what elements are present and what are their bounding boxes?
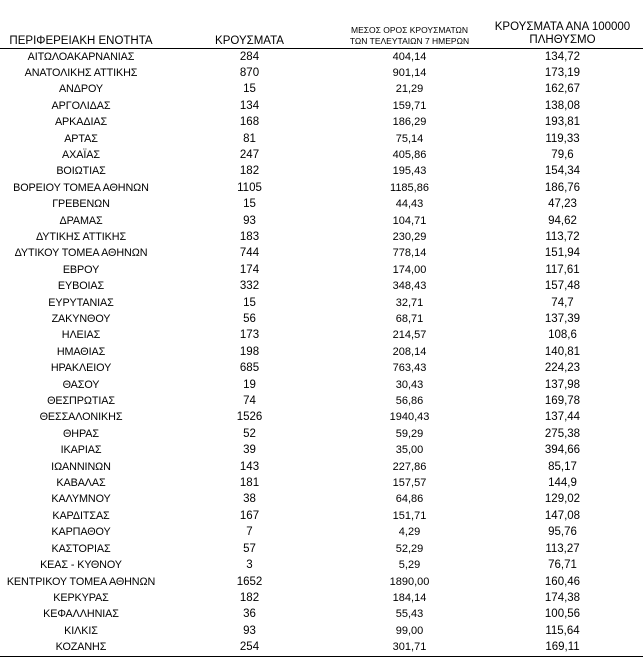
cell-mean7: 32,71 xyxy=(395,296,424,309)
cell-mean7: 195,43 xyxy=(392,165,427,178)
cell-mean7: 99,00 xyxy=(395,624,424,637)
cell-region: ΚΙΛΚΙΣ xyxy=(64,624,98,637)
cell-mean7: 104,71 xyxy=(392,214,427,227)
cell-region: ΕΒΡΟΥ xyxy=(62,263,100,276)
table-row xyxy=(0,114,643,130)
cell-per100k: 174,38 xyxy=(544,591,581,604)
cell-per100k: 108,6 xyxy=(548,329,577,342)
cell-region: ΚΑΒΑΛΑΣ xyxy=(56,477,106,490)
cell-per100k: 169,78 xyxy=(544,395,581,408)
cell-region: ΔΥΤΙΚΗΣ ΑΤΤΙΚΗΣ xyxy=(35,230,127,243)
table-row xyxy=(0,606,643,622)
cell-mean7: 184,14 xyxy=(392,591,427,604)
cell-per100k: 74,7 xyxy=(551,296,574,309)
cell-cases: 15 xyxy=(243,83,256,96)
cell-region: ΚΕΦΑΛΛΗΝΙΑΣ xyxy=(43,608,119,621)
table-row xyxy=(0,377,643,393)
cell-per100k: 100,56 xyxy=(544,608,581,621)
cell-per100k: 173,19 xyxy=(544,66,581,79)
cell-mean7: 1890,00 xyxy=(389,575,430,588)
cell-region: ΑΡΚΑΔΙΑΣ xyxy=(54,116,108,129)
cell-cases: 1105 xyxy=(237,181,262,194)
cell-per100k: 137,44 xyxy=(544,411,581,424)
cell-cases: 685 xyxy=(239,362,260,375)
cell-region: ΚΑΣΤΟΡΙΑΣ xyxy=(51,542,111,555)
cell-cases: 38 xyxy=(243,493,256,506)
table-row xyxy=(0,557,643,573)
header-row xyxy=(0,14,643,48)
table-row xyxy=(0,48,643,65)
cell-mean7: 64,86 xyxy=(395,493,424,506)
cell-per100k: 157,48 xyxy=(544,280,581,293)
cell-region: ΑΙΤΩΛΟΑΚΑΡΝΑΝΙΑΣ xyxy=(27,50,135,63)
cell-cases: 15 xyxy=(243,198,256,211)
cell-mean7: 404,14 xyxy=(392,50,427,63)
cell-mean7: 68,71 xyxy=(395,313,424,325)
cases-table xyxy=(0,14,643,657)
cell-region: ΚΑΛΥΜΝΟΥ xyxy=(51,493,111,506)
table-row xyxy=(0,262,643,278)
cell-region: ΙΩΑΝΝΙΝΩΝ xyxy=(51,460,111,473)
cell-region: ΗΡΑΚΛΕΙΟΥ xyxy=(50,362,112,375)
table-row xyxy=(0,475,643,491)
table-row xyxy=(0,180,643,196)
cell-region: ΖΑΚΥΝΘΟΥ xyxy=(51,313,111,325)
table-row xyxy=(0,131,643,147)
cell-region: ΚΕΑΣ - ΚΥΘΝΟΥ xyxy=(40,559,122,572)
cell-region: ΚΑΡΔΙΤΣΑΣ xyxy=(52,509,110,522)
cell-mean7: 901,14 xyxy=(392,66,427,79)
table-row xyxy=(0,574,643,590)
cell-per100k: 154,34 xyxy=(544,165,581,178)
cell-region: ΘΗΡΑΣ xyxy=(63,427,99,440)
cell-region: ΘΑΣΟΥ xyxy=(62,378,100,391)
cell-mean7: 4,29 xyxy=(398,526,421,539)
cell-region: ΔΥΤΙΚΟΥ ΤΟΜΕΑ ΑΘΗΝΩΝ xyxy=(14,247,148,260)
cell-mean7: 348,43 xyxy=(392,280,427,293)
cell-cases: 254 xyxy=(162,639,337,656)
table-row xyxy=(0,360,643,376)
cell-cases: 1526 xyxy=(236,411,263,424)
header-per100k-line2: ΠΛΗΘΥΣΜΟ xyxy=(529,33,596,46)
cell-region: ΒΟΡΕΙΟΥ ΤΟΜΕΑ ΑΘΗΝΩΝ xyxy=(13,181,149,194)
cell-mean7: 405,86 xyxy=(392,148,427,161)
cell-region: ΑΧΑΪΑΣ xyxy=(62,148,100,161)
cell-per100k: 94,62 xyxy=(548,214,577,227)
cell-mean7: 44,43 xyxy=(395,198,424,211)
table-row xyxy=(0,245,643,261)
cell-cases: 174 xyxy=(239,263,260,276)
cell-cases: 39 xyxy=(243,444,256,457)
cell-cases: 36 xyxy=(243,608,256,621)
header-mean7 xyxy=(337,14,482,48)
cell-region: ΕΥΡΥΤΑΝΙΑΣ xyxy=(48,296,114,309)
header-cases: ΚΡΟΥΣΜΑΤΑ xyxy=(162,14,337,48)
table-row xyxy=(0,623,643,639)
cell-cases: 173 xyxy=(239,329,260,342)
table-row xyxy=(0,491,643,507)
cell-cases: 15 xyxy=(243,296,256,309)
cell-mean7: 186,29 xyxy=(392,116,427,129)
table-row xyxy=(0,327,643,343)
cell-mean7: 301,71 xyxy=(337,639,482,656)
table-row xyxy=(0,541,643,557)
cell-cases: 182 xyxy=(239,165,260,178)
table-row xyxy=(0,147,643,163)
table-row xyxy=(0,442,643,458)
header-per100k-line1: ΚΡΟΥΣΜΑΤΑ ΑΝΑ 100000 xyxy=(494,20,631,33)
cell-per100k: 47,23 xyxy=(548,198,577,211)
cell-cases: 870 xyxy=(239,66,260,79)
cell-region: ΘΕΣΣΑΛΟΝΙΚΗΣ xyxy=(39,411,123,424)
cell-mean7: 230,29 xyxy=(392,230,427,243)
cell-per100k: 113,72 xyxy=(545,230,580,243)
cell-cases: 182 xyxy=(239,591,260,604)
cell-cases: 7 xyxy=(246,526,253,539)
cell-mean7: 21,29 xyxy=(395,83,424,96)
cell-region: ΕΥΒΟΙΑΣ xyxy=(57,280,105,293)
cell-per100k: 137,39 xyxy=(544,313,581,325)
cell-per100k: 160,46 xyxy=(544,575,581,588)
cell-cases: 168 xyxy=(239,116,260,129)
cell-cases: 284 xyxy=(239,50,260,63)
table-row xyxy=(0,65,643,81)
cell-region: ΗΜΑΘΙΑΣ xyxy=(56,345,106,358)
header-mean7-line1: ΜΕΣΟΣ ΟΡΟΣ ΚΡΟΥΣΜΑΤΩΝ xyxy=(351,24,468,35)
table-row xyxy=(0,459,643,475)
cell-per100k: 162,67 xyxy=(544,83,581,96)
cell-cases: 81 xyxy=(243,132,256,145)
table-row xyxy=(0,229,643,245)
table-row xyxy=(0,639,643,656)
table-row xyxy=(0,590,643,606)
cell-per100k: 137,98 xyxy=(544,378,581,391)
cell-region: ΙΚΑΡΙΑΣ xyxy=(60,444,102,457)
cell-per100k: 115,64 xyxy=(545,624,580,637)
cell-per100k: 95,76 xyxy=(548,526,577,539)
cell-cases: 167 xyxy=(239,509,260,522)
cell-per100k: 151,94 xyxy=(544,247,581,260)
cell-cases: 183 xyxy=(239,230,260,243)
cell-cases: 19 xyxy=(243,378,256,391)
cell-cases: 247 xyxy=(239,148,260,161)
cell-region: ΘΕΣΠΡΩΤΙΑΣ xyxy=(47,395,115,408)
cell-per100k: 117,61 xyxy=(545,263,580,276)
cell-region: ΚΕΡΚΥΡΑΣ xyxy=(53,591,109,604)
cell-per100k: 193,81 xyxy=(544,116,581,129)
table-row xyxy=(0,311,643,327)
cell-region: ΑΡΤΑΣ xyxy=(64,132,98,145)
cell-region: ΑΡΓΟΛΙΔΑΣ xyxy=(51,99,111,112)
table-row xyxy=(0,426,643,442)
cell-per100k: 169,11 xyxy=(482,639,643,656)
cell-mean7: 174,00 xyxy=(392,263,427,276)
cell-mean7: 35,00 xyxy=(395,444,424,457)
cell-cases: 56 xyxy=(243,313,256,325)
cell-mean7: 1940,43 xyxy=(389,411,430,424)
cell-mean7: 214,57 xyxy=(392,329,427,342)
table-row xyxy=(0,295,643,311)
cell-mean7: 159,71 xyxy=(392,99,427,112)
table-body xyxy=(0,48,643,656)
cell-per100k: 275,38 xyxy=(544,427,581,440)
cell-region: ΚΕΝΤΡΙΚΟΥ ΤΟΜΕΑ ΑΘΗΝΩΝ xyxy=(6,575,156,588)
cell-cases: 332 xyxy=(239,280,260,293)
header-mean7-line2: ΤΩΝ ΤΕΛΕΥΤΑΙΩΝ 7 ΗΜΕΡΩΝ xyxy=(349,35,470,46)
cell-per100k: 186,76 xyxy=(544,181,581,194)
table-row xyxy=(0,196,643,212)
table-row xyxy=(0,409,643,425)
cell-region: ΑΝΔΡΟΥ xyxy=(58,83,104,96)
cell-cases: 181 xyxy=(239,477,260,490)
table-row xyxy=(0,213,643,229)
table-row xyxy=(0,344,643,360)
cell-cases: 143 xyxy=(239,460,260,473)
table-row xyxy=(0,524,643,540)
cell-mean7: 227,86 xyxy=(392,460,427,473)
cell-per100k: 224,23 xyxy=(544,362,581,375)
cell-region: ΗΛΕΙΑΣ xyxy=(61,329,101,342)
cell-region: ΔΡΑΜΑΣ xyxy=(59,214,103,227)
cell-mean7: 59,29 xyxy=(395,427,424,440)
cell-mean7: 151,71 xyxy=(392,509,427,522)
cell-mean7: 157,57 xyxy=(392,477,427,490)
cell-mean7: 5,29 xyxy=(398,559,421,572)
cell-region: ΓΡΕΒΕΝΩΝ xyxy=(52,198,110,211)
header-per100k xyxy=(482,14,643,48)
cell-per100k: 144,9 xyxy=(548,477,577,490)
cell-per100k: 394,66 xyxy=(544,444,581,457)
cell-region: ΒΟΙΩΤΙΑΣ xyxy=(56,165,106,178)
cell-mean7: 778,14 xyxy=(392,247,427,260)
cell-cases: 57 xyxy=(243,542,256,555)
cell-per100k: 129,02 xyxy=(544,493,581,506)
cell-per100k: 134,72 xyxy=(544,50,581,63)
table-row xyxy=(0,98,643,114)
cell-mean7: 30,43 xyxy=(395,378,424,391)
cell-per100k: 138,08 xyxy=(544,99,581,112)
cell-cases: 134 xyxy=(239,99,260,112)
cell-cases: 3 xyxy=(246,559,253,572)
table-row xyxy=(0,393,643,409)
cell-cases: 1652 xyxy=(236,575,263,588)
table-row xyxy=(0,163,643,179)
cell-mean7: 763,43 xyxy=(392,362,427,375)
cell-cases: 52 xyxy=(243,427,256,440)
cell-mean7: 56,86 xyxy=(395,395,424,408)
cell-cases: 74 xyxy=(243,395,256,408)
cell-cases: 744 xyxy=(239,247,260,260)
cell-region: ΚΑΡΠΑΘΟΥ xyxy=(51,526,111,539)
cell-per100k: 79,6 xyxy=(551,148,574,161)
cell-per100k: 119,33 xyxy=(545,132,580,145)
header-region: ΠΕΡΙΦΕΡΕΙΑΚΗ ΕΝΟΤΗΤΑ xyxy=(0,14,162,48)
cell-cases: 198 xyxy=(239,345,260,358)
cell-per100k: 113,27 xyxy=(545,542,580,555)
table-row xyxy=(0,278,643,294)
cell-mean7: 75,14 xyxy=(395,132,424,145)
cell-cases: 93 xyxy=(243,624,256,637)
cell-mean7: 208,14 xyxy=(392,345,427,358)
table-row xyxy=(0,508,643,524)
cell-region: ΑΝΑΤΟΛΙΚΗΣ ΑΤΤΙΚΗΣ xyxy=(24,66,138,79)
table-row xyxy=(0,81,643,97)
cell-per100k: 147,08 xyxy=(544,509,581,522)
cell-mean7: 55,43 xyxy=(395,608,424,621)
cell-cases: 93 xyxy=(243,214,256,227)
cell-mean7: 1185,86 xyxy=(390,181,429,194)
cell-per100k: 76,71 xyxy=(548,559,577,572)
cell-region: ΚΟΖΑΝΗΣ xyxy=(0,639,162,656)
cell-per100k: 140,81 xyxy=(544,345,581,358)
cell-mean7: 52,29 xyxy=(395,542,424,555)
cell-per100k: 85,17 xyxy=(548,460,577,473)
